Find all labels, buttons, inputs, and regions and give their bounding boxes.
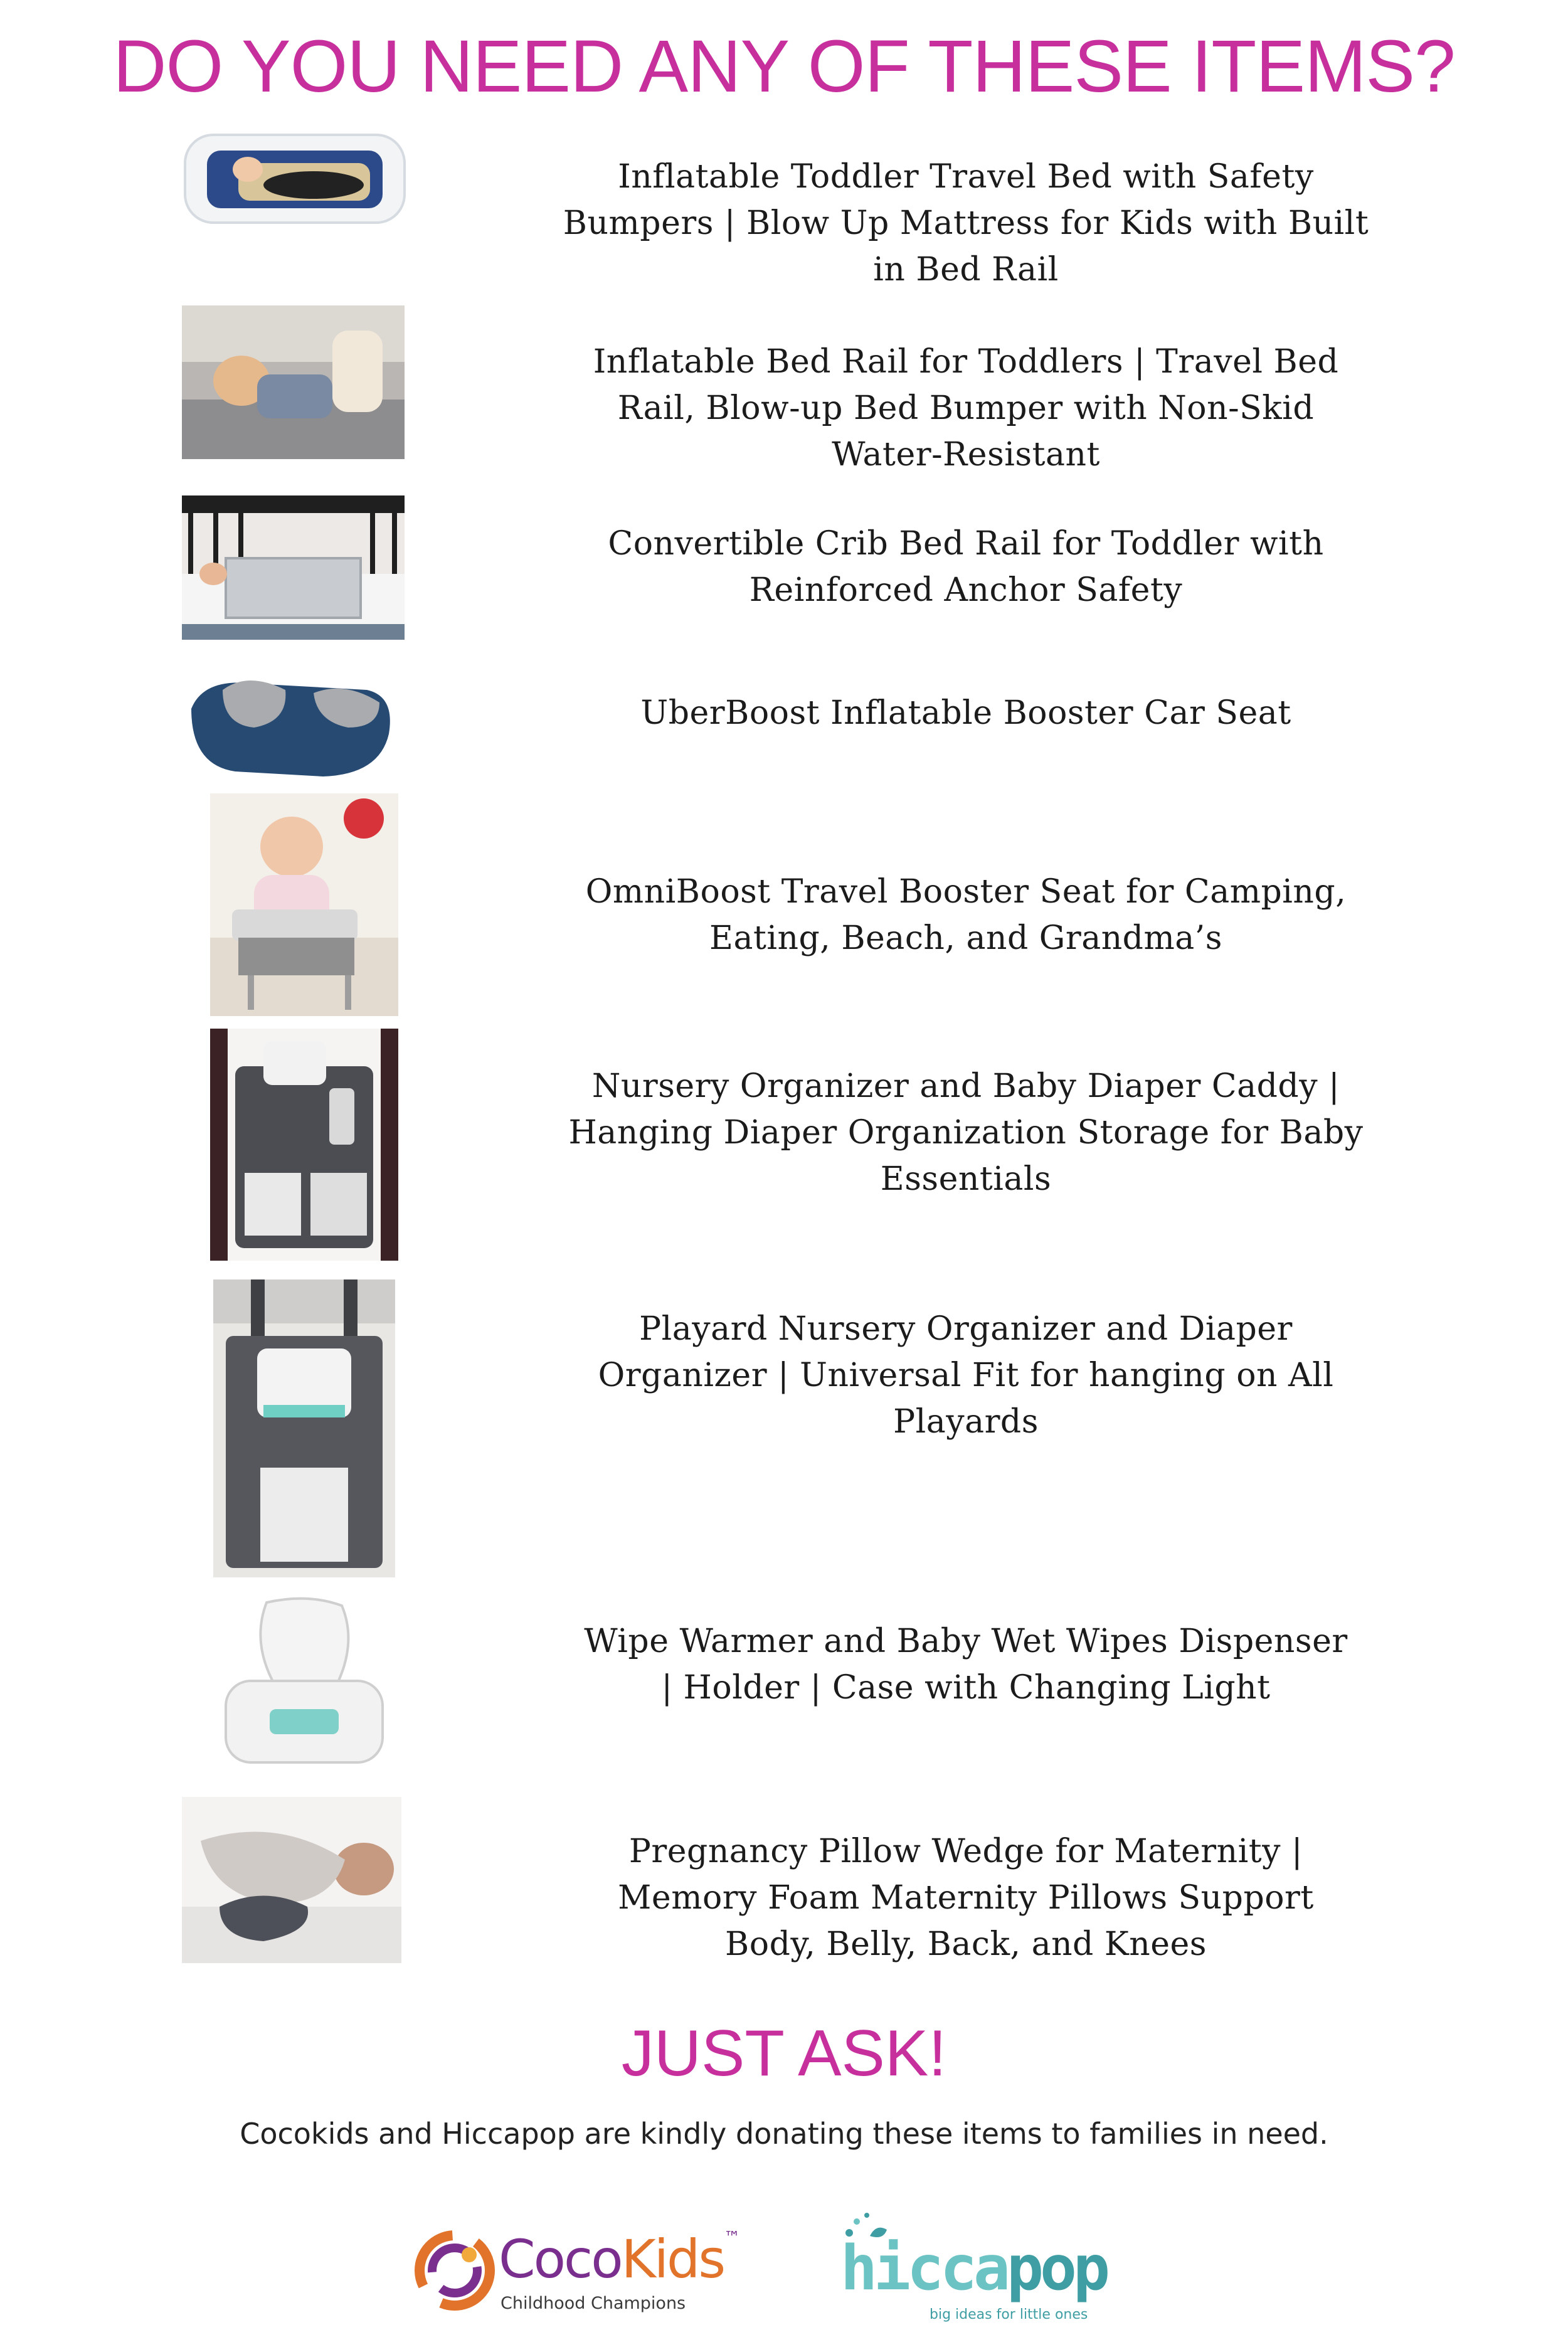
page-title: DO YOU NEED ANY OF THESE ITEMS? [113,25,1455,108]
desc-line: Rail, Blow-up Bed Bumper with Non-Skid [617,389,1315,427]
hiccapop-logo [840,2208,1107,2333]
desc-line: in Bed Rail [873,251,1059,289]
product-7-description [546,1306,1386,1445]
desc-line: Inflatable Bed Rail for Toddlers | Travel Bed [593,343,1339,381]
product-8-description [546,1618,1386,1711]
trademark-symbol: ™ [724,2228,739,2247]
desc-line: | Holder | Case with Changing Light [661,1669,1271,1707]
cocokids-mark-icon [414,2223,495,2318]
desc-line: OmniBoost Travel Booster Seat for Camping, [585,873,1347,911]
booster-seat-photo [179,665,405,784]
desc-line: UberBoost Inflatable Booster Car Seat [640,694,1291,732]
desc-line: Eating, Beach, and Grandma’s [709,919,1222,957]
hiccapop-wordmark [840,2233,1106,2304]
desc-line: Convertible Crib Bed Rail for Toddler with [608,525,1324,563]
product-1-description [546,154,1386,293]
cocokids-word-part2: Kids [621,2228,724,2290]
desc-line: Nursery Organizer and Baby Diaper Caddy | [591,1067,1340,1105]
hiccapop-tagline: big ideas for little ones [930,2307,1088,2323]
diaper-caddy-photo [210,1029,398,1261]
desc-line: Playards [893,1403,1039,1441]
product-9-description [546,1828,1386,1968]
cocokids-wordmark [499,2228,738,2290]
desc-line: Hanging Diaper Organization Storage for Baby [568,1114,1364,1152]
product-2-description [546,339,1386,478]
hiccapop-word-part2: pop [1007,2233,1107,2304]
travel-bed-photo [179,119,411,235]
desc-line: Inflatable Toddler Travel Bed with Safety [618,158,1314,196]
desc-line: Bumpers | Blow Up Mattress for Kids with Built [563,204,1369,242]
product-3-description [546,521,1386,613]
playard-organizer-photo [213,1279,395,1577]
omniboost-photo [210,793,398,1016]
desc-line: Essentials [880,1160,1052,1198]
desc-line: Reinforced Anchor Safety [749,571,1183,609]
cocokids-word-part1: Coco [499,2228,622,2290]
product-4-description [546,690,1386,736]
cocokids-logo [414,2223,739,2318]
desc-line: Memory Foam Maternity Pillows Support [618,1879,1314,1917]
desc-line: Pregnancy Pillow Wedge for Maternity | [628,1833,1303,1870]
donation-note: Cocokids and Hiccapop are kindly donating these items to families in need. [240,2117,1328,2151]
call-to-action: JUST ASK! [621,2017,947,2090]
hiccapop-word-part1: hicca [840,2233,1007,2304]
desc-line: Wipe Warmer and Baby Wet Wipes Dispenser [584,1623,1348,1660]
desc-line: Water-Resistant [832,436,1100,474]
product-6-description [546,1063,1386,1202]
product-5-description [546,869,1386,961]
desc-line: Body, Belly, Back, and Knees [725,1926,1207,1963]
desc-line: Organizer | Universal Fit for hanging on All [598,1357,1334,1394]
bed-rail-photo [182,305,405,459]
desc-line: Playard Nursery Organizer and Diaper [639,1310,1293,1348]
crib-rail-photo [182,495,405,640]
wipe-warmer-photo [207,1593,401,1772]
cocokids-tagline: Childhood Champions [501,2294,686,2313]
pregnancy-pillow-photo [182,1797,401,1963]
